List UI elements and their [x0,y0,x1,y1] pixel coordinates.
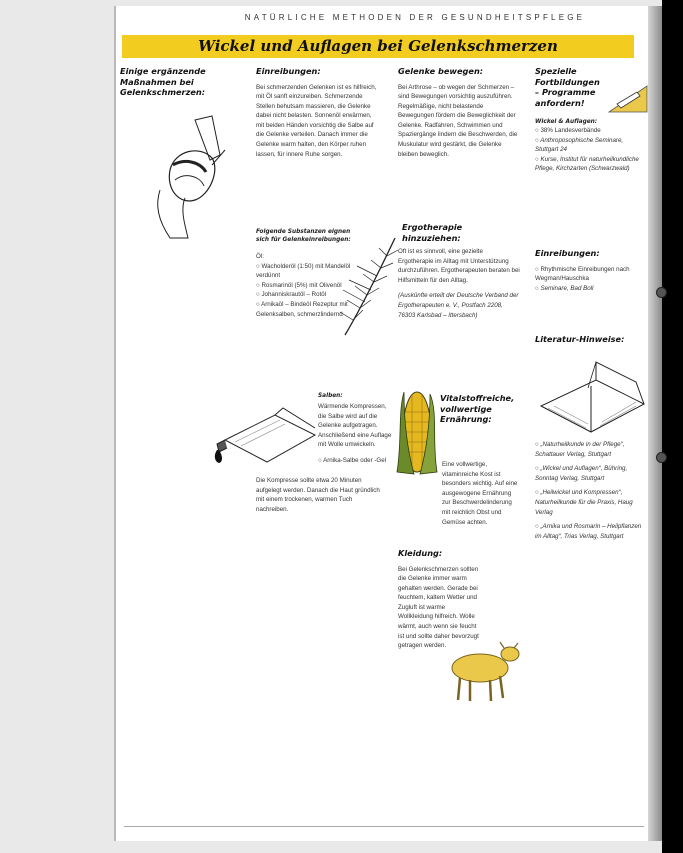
juniper-branch-illustration [335,230,405,340]
gelenke-section [398,66,520,165]
spezielle-item: ○ Kurse, Institut für naturheilkundliche Pflege, Kirchzarten (Schwarzwald) [535,155,639,173]
spezielle-item: ○ 38% Landesverbände [535,127,601,134]
literatur-heading: Literatur-Hinweise: [535,334,625,344]
spezielle-heading: Spezielle Fortbildungen – Programme anfordern! [535,66,600,108]
literatur-section [535,440,649,541]
literatur-item: ○ „Heilwickel und Kompressen“, Naturheilkunde für die Praxis, Haug Verlag [535,489,633,516]
hand-wrap-illustration [140,110,230,245]
salben-list-heading: Folgende Substanzen eignen sich für Gelenkeinreibungen: [256,229,351,243]
ergo-source: (Auskünfte erteilt der Deutsche Verband der Ergotherapeuten e. V., Postfach 2208, 76303 Karlsbad – Ittersbach) [398,292,519,319]
spezielle-sub: Wickel & Auflagen: [535,119,598,125]
einreibungen2-item: ○ Seminare, Bad Boll [535,284,594,292]
salben-item: ○ Rosmarinöl (5%) mit Olivenöl [256,281,342,289]
literatur-item: ○ „Naturheilkunde in der Pflege“, Schattauer Verlag, Stuttgart [535,441,625,458]
einreibungen2-heading: Einreibungen: [535,248,600,258]
literatur-heading-block [535,334,647,345]
einreibungen-section [256,66,380,165]
ergo-text: Oft ist es sinnvoll, eine gezielte Ergotherapie im Alltag mit Unterstützung durchzuführen. Ergotherapeuten beraten bei Hilfsmitteln für den Alltag. [398,248,520,284]
scan-border [662,0,683,853]
kleidung-text: Bei Gelenkschmerzen sollten die Gelenke immer warm gehalten werden. Gerade bei feuchtem, kaltem Wetter und Zugluft ist warme Wollkleidung hilfreich. Wolle wärmt, auch wenn sie feucht ist und sollte daher bevorzugt getragen werden. [398,565,479,650]
vitalstoff-section [440,393,520,425]
open-book-illustration [536,356,646,438]
salben-text: Wärmende Kompressen, die Salbe wird auf die Gelenke aufgetragen. Anschließend eine Auflage mit Wolle umwickeln. [318,403,392,449]
salben-heading: Salben: [318,393,343,399]
pointing-hand-icon [607,82,649,114]
page-footer-rule [124,826,644,827]
punch-hole-bottom [656,452,667,463]
ointment-tube-illustration [205,400,320,475]
gelenke-text: Bei Arthrose – ob wegen der Schmerzen – sind Bewegungen vorsichtig auszuführen. Regelmäßige, nicht belastende Bewegungen fördern die Beweglichkeit der Gelenke. Radfahren, Schwimmen und Spaziergänge lindern die Beschwerden, die Muskulatur wird gestärkt, die Gelenke bleiben beweglich. [398,83,518,158]
salben-item: ○ Wacholderöl (1:50) mit Mandelöl verdünnt [256,262,351,280]
vitalstoff-body [398,460,520,533]
page-edge-shadow [648,6,662,841]
salben-note-text: Die Kompresse sollte etwa 20 Minuten aufgelegt werden. Danach die Haut gründlich mit einem trockenen, warmen Tuch nachreiben. [256,477,380,513]
salben-item: ○ Arnika-Salbe oder -Gel [318,456,387,464]
literatur-item: ○ „Wickel und Auflagen“, Bühring, Sonntag Verlag, Stuttgart [535,465,628,482]
vitalstoff-heading: Vitalstoffreiche, vollwertige Ernährung: [440,393,515,424]
spezielle-item: ○ Anthroposophische Seminare, Stuttgart 24 [535,136,624,154]
einreibungen2-section [535,248,647,293]
ergo-heading: Ergotherapie hinzuziehen: [402,222,463,243]
salben-item: Öl: [256,253,264,260]
einreibungen-heading: Einreibungen: [256,66,321,76]
punch-hole-top [656,287,667,298]
ergo-section [398,222,520,326]
einreibungen-text: Bei schmerzenden Gelenken ist es hilfreich, mit Öl sanft einzureiben. Schmerzende Stellen behutsam massieren, die Gelenke dabei nicht belasten. Sonnenöl erwärmen, mit beiden Händen vorsichtig die Salbe auf die Gelenke verteilen. Danach immer die Gelenke warm halten, den Körper ruhen lassen, für innere Ruhe sorgen. [256,83,377,158]
page-title: Wickel und Auflagen bei Gelenkschmerzen [198,37,558,55]
salben-note [256,476,381,520]
einreibungen2-item: ○ Rhythmische Einreibungen nach Wegman/Hauschka [535,265,630,283]
gelenke-heading: Gelenke bewegen: [398,66,484,76]
sheep-illustration [440,632,530,704]
kleidung-heading: Kleidung: [398,548,443,558]
column-1 [120,66,238,98]
salben-item: ○ Johanniskrautöl – Rotöl [256,291,327,299]
series-header: NATÜRLICHE METHODEN DER GESUNDHEITSPFLEGE [244,13,586,22]
salben-item: ○ Arnikaöl – Bindeöl Rezeptur mit Gelenksalben, schmerzlindernd [256,300,348,318]
vitalstoff-text: Eine vollwertige, vitaminreiche Kost ist besonders wichtig. Auf eine ausgewogene Ernährung zur Beschwerdelinderung mit reichlich Obst und Gemüse achten. [442,461,518,526]
literatur-item: ○ „Arnika und Rosmarin – Heilpflanzen im Alltag“, Trias Verlag, Stuttgart [535,523,642,540]
salben-section [318,392,396,466]
scan-margin-bottom [114,841,662,853]
title-banner [122,35,634,58]
col1-heading: Einige ergänzende Maßnahmen bei Gelenkschmerzen: [120,66,206,97]
